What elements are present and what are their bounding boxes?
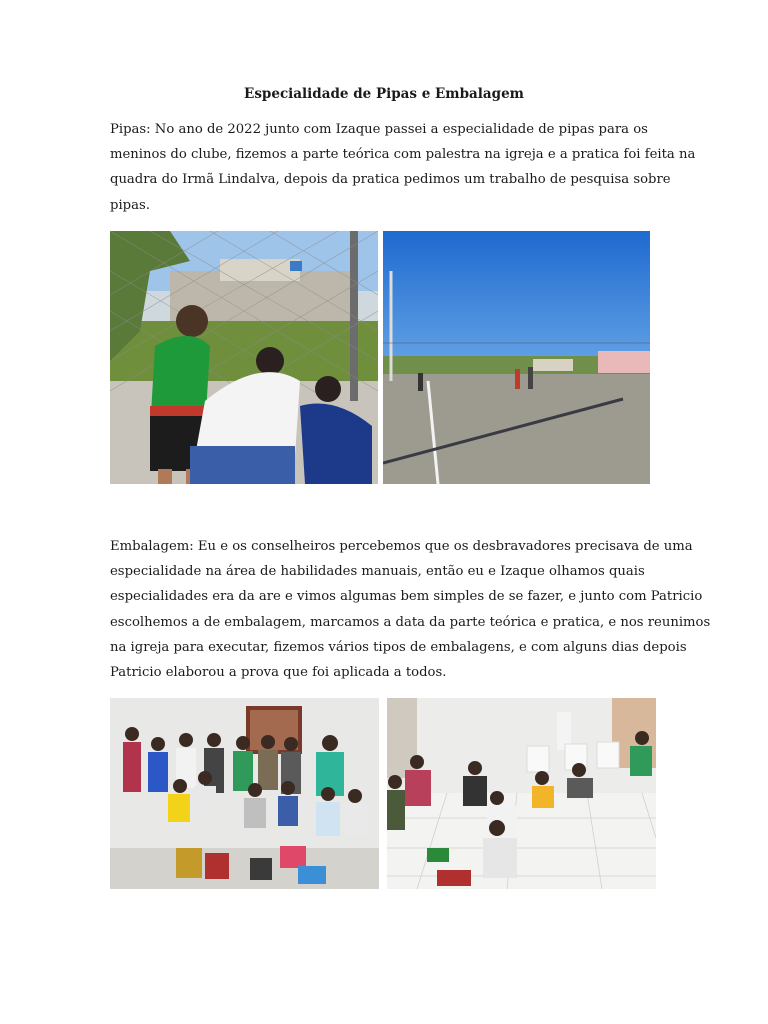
paragraph-pipas — [110, 117, 696, 218]
paragraph-line: Patricio elaborou a prova que foi aplicada a todos. — [110, 665, 447, 681]
photo-packaging-work — [387, 698, 656, 889]
paragraph-line: meninos do clube, fizemos a parte teórica com palestra na igreja e a pratica foi feita na — [110, 147, 696, 163]
paragraph-line: escolhemos a de embalagem, marcamos a data da parte teórica e pratica, e nos reunimos — [110, 614, 711, 630]
paragraph-line: na igreja para executar, fizemos vários tipos de embalagens, e com alguns dias depois — [110, 639, 687, 655]
paragraph-line: especialidades era da are e vimos algumas bem simples de se fazer, e junto com Patricio — [110, 589, 703, 605]
paragraph-line: Pipas: No ano de 2022 junto com Izaque passei a especialidade de pipas para os — [110, 122, 648, 137]
photo-kite-making-group — [110, 231, 378, 484]
photo-court-kite-flying — [383, 231, 650, 484]
paragraph-line: especialidade na área de habilidades manuais, então eu e Izaque olhamos quais — [110, 564, 645, 580]
paragraph-embalagem — [110, 534, 711, 685]
paragraph-line: quadra do Irmã Lindalva, depois da pratica pedimos um trabalho de pesquisa sobre — [110, 172, 671, 188]
photo-packaging-group — [110, 698, 379, 889]
document-title: Especialidade de Pipas e Embalagem — [244, 86, 524, 102]
paragraph-line: pipas. — [110, 197, 150, 213]
paragraph-line: Embalagem: Eu e os conselheiros percebemos que os desbravadores precisava de uma — [110, 539, 693, 554]
